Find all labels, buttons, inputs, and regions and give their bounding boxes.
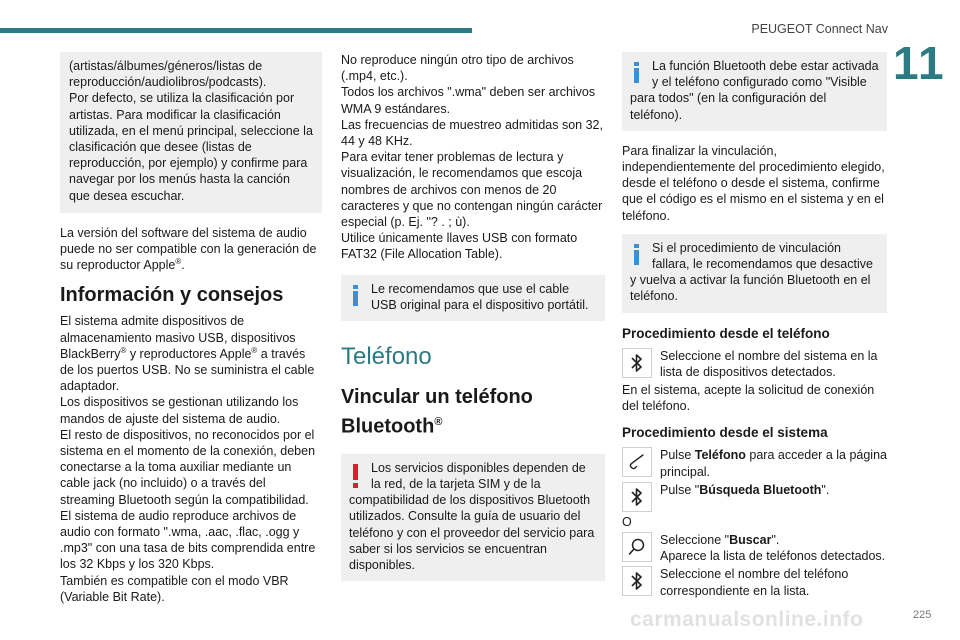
registered-mark: ® — [120, 345, 127, 355]
step-text-pre: Pulse — [660, 448, 695, 463]
warning-box — [341, 454, 605, 581]
step-text-bold: Buscar — [729, 533, 772, 548]
heading-text: Vincular un teléfono Bluetooth — [341, 386, 533, 438]
tip-text: Si el procedimiento de vinculación fallara, le recomendamos que desactive y vuelva a activar la función Bluetooth en el teléfono. — [630, 240, 873, 304]
bluetooth-icon — [622, 566, 652, 596]
step-text-pre: Pulse " — [660, 482, 700, 497]
step-text-post: para acceder a la página principal. — [660, 448, 887, 479]
step-search — [622, 532, 887, 564]
info-icon — [630, 58, 652, 88]
step-text-post: ". — [771, 533, 780, 548]
phone-handset-icon — [622, 447, 652, 477]
column-2 — [341, 52, 605, 593]
paragraph-file-formats: No reproduce ningún otro tipo de archivos (.mp4, etc.). Todos los archivos ".wma" deben ser archivos WMA 9 estándares. Las frecuencias de muestreo admitidas son 32, 44 y 48 KHz. Para evitar tener problemas de lectura y visualización, le recomendamos que escoja nombres de archivos con menos de 20 caracteres y que no contengan ningún carácter especial (p. Ej. "? . ; ù). Utilice únicamente llaves USB con formato FAT32 (File Allocation Table). — [341, 53, 603, 262]
tip-text: La función Bluetooth debe estar activada y el teléfono configurado como "Visible para todos" (en la configuración del teléfono). — [630, 59, 879, 122]
or-text: O — [622, 514, 632, 529]
step-text-pre: Seleccione " — [660, 533, 730, 548]
step-press-phone — [622, 447, 887, 479]
step-select-system — [622, 348, 887, 380]
header-accent-bar — [0, 28, 472, 33]
tip-box-usb-cable — [341, 275, 605, 321]
step-text-bold: Teléfono — [694, 448, 746, 463]
warning-icon — [349, 460, 371, 490]
note-text: (artistas/álbumes/géneros/listas de reproducción/audiolibros/podcasts). Por defecto, se utiliza la clasificación por artistas. Para modificar la clasificación utilizada, en el menú principal, seleccione la clasificación que desee (listas de reproducción, por ejemplo) y confirme para navegar por los menús hasta la canción que desea escuchar. — [69, 59, 313, 203]
step-text-bold: Búsqueda Bluetooth — [699, 482, 822, 497]
paragraph-accept-request: En el sistema, acepte la solicitud de conexión del teléfono. — [622, 383, 875, 414]
para-text-end: . — [181, 258, 185, 273]
step-text-line2: Aparece la lista de teléfonos detectados. — [660, 549, 886, 564]
header-title: PEUGEOT Connect Nav — [751, 22, 888, 36]
para-text-c: a través de los puertos USB. No se suministra el cable adaptador. Los dispositivos se gestionan utilizando los mandos de ajuste del sistema de audio. El resto de dispositivos, no reconocidos por el sistema en el momento de la conexión, deben conectarse a la toma auxiliar mediante un cable jack (no incluido) o a través del streaming Bluetooth según la compatibilidad. El sistema de audio reproduce archivos de audio con formato ".wma, .aac, .flac, .ogg y .mp3" con una tasa de bits comprendida entre los 32 Kbps y los 320 Kbps. También es compatible con el modo VBR (Variable Bit Rate). — [60, 346, 316, 604]
section-title: Teléfono — [341, 343, 432, 371]
column-3 — [622, 52, 887, 601]
subheading-from-phone: Procedimiento desde el teléfono — [622, 325, 830, 341]
tip-box-bluetooth-visible — [622, 52, 887, 131]
chapter-number: 11 — [893, 37, 946, 89]
tip-text: Le recomendamos que use el cable USB original para el dispositivo portátil. — [371, 281, 589, 312]
bluetooth-icon — [622, 482, 652, 512]
step-text — [660, 482, 829, 498]
step-text — [660, 447, 887, 479]
step-text-post: ". — [821, 482, 830, 497]
paragraph-usb-info — [60, 313, 322, 605]
subheading-from-system: Procedimiento desde el sistema — [622, 425, 828, 441]
step-text: Seleccione el nombre del sistema en la lista de dispositivos detectados. — [660, 348, 878, 379]
watermark: carmanualsonline.info — [630, 608, 864, 631]
tip-box-pairing-failed — [622, 234, 887, 313]
page-number: 225 — [913, 609, 932, 621]
para-text: La versión del software del sistema de audio puede no ser compatible con la generación de su reproductor Apple — [60, 225, 317, 273]
step-select-phone — [622, 566, 887, 598]
registered-mark: ® — [251, 345, 258, 355]
step-bluetooth-search — [622, 482, 887, 512]
info-icon — [349, 281, 371, 311]
note-box — [60, 52, 322, 213]
column-1 — [60, 52, 322, 615]
step-text: Seleccione el nombre del teléfono correspondiente en la lista. — [660, 567, 849, 598]
step-text — [660, 532, 885, 564]
heading-info: Información y consejos — [60, 284, 284, 307]
paragraph-confirm-code: Para finalizar la vinculación, independientemente del procedimiento elegido, desde el teléfono o desde el sistema, confirme que el código es el mismo en el sistema y en el teléfono. — [622, 143, 885, 223]
search-icon — [622, 532, 652, 562]
registered-mark: ® — [175, 257, 182, 267]
para-text-b: y reproductores Apple — [126, 346, 252, 361]
paragraph-software-compat — [60, 225, 322, 274]
info-icon — [630, 240, 652, 270]
registered-mark: ® — [434, 416, 443, 429]
warning-text: Los servicios disponibles dependen de la red, de la tarjeta SIM y de la compatibilidad de los dispositivos Bluetooth utilizados. Consulte la guía de usuario del teléfono y con el proveedor del servicio para saber si los servicios se encuentran disponibles. — [349, 460, 595, 572]
heading-pair-phone — [341, 385, 605, 440]
bluetooth-icon — [622, 348, 652, 378]
para-text-a: El sistema admite dispositivos de almacenamiento masivo USB, dispositivos BlackBerry — [60, 314, 296, 361]
